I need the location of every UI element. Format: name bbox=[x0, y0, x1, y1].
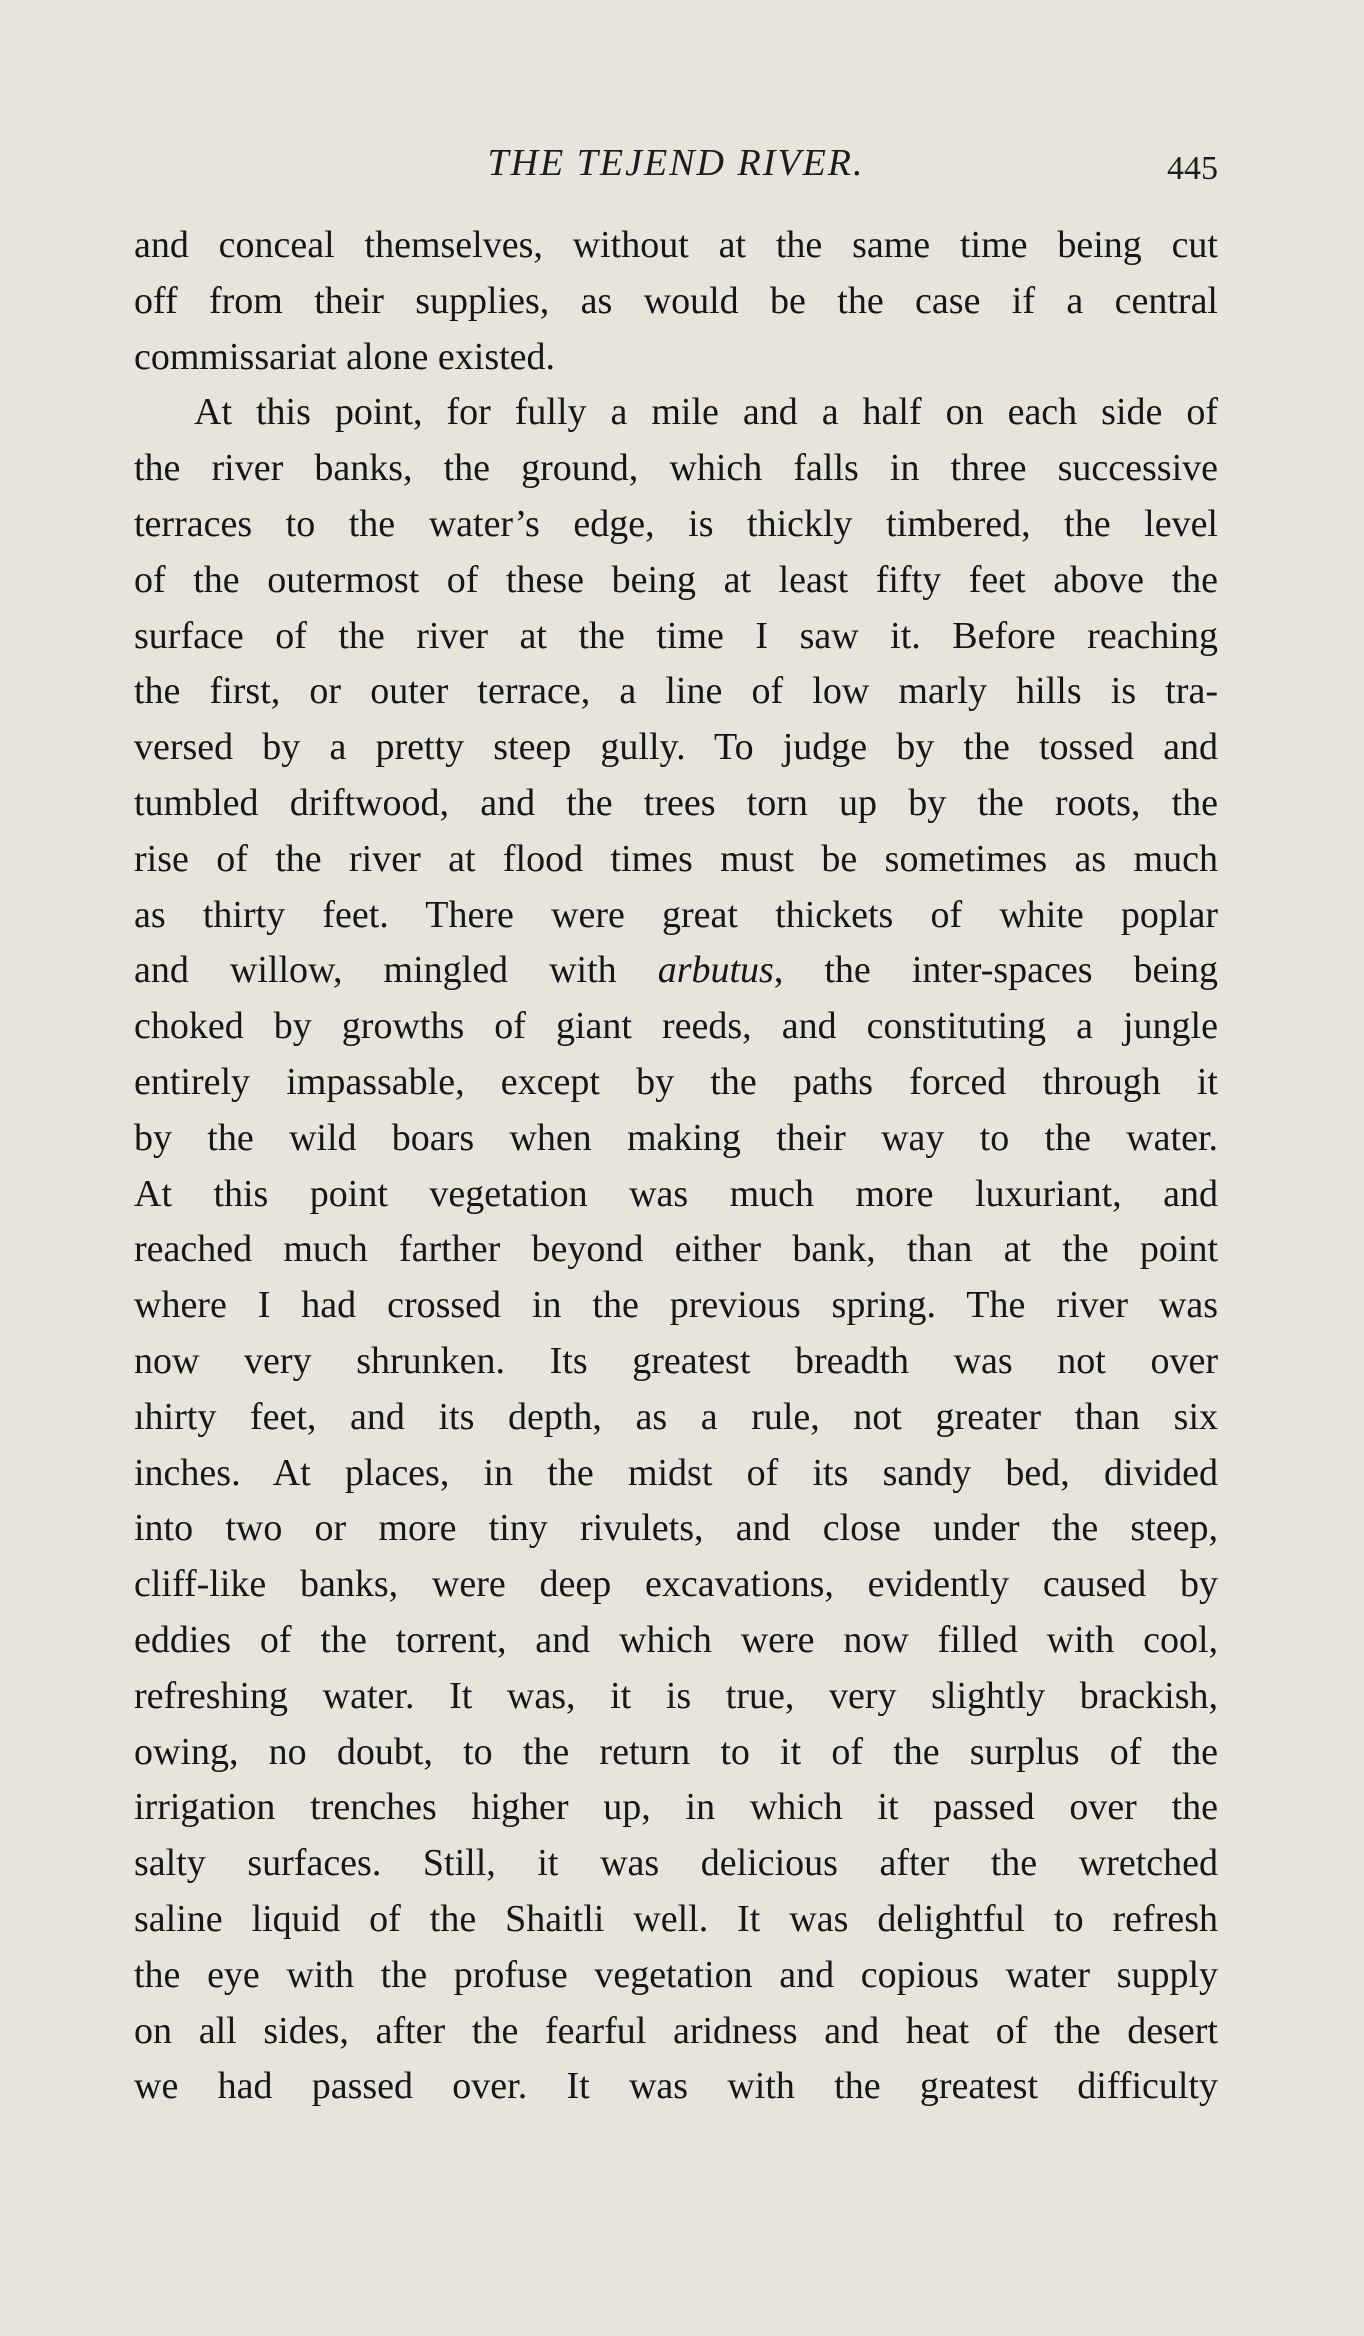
italic-term: arbutus bbox=[657, 949, 774, 992]
page-header bbox=[134, 138, 1218, 188]
text-line: terraces to the water’s edge, is thickly timbered, the level bbox=[134, 502, 1218, 545]
text-line: choked by growths of giant reeds, and constituting a jungle bbox=[134, 1005, 1218, 1048]
text-line: At this point, for fully a mile and a half on each side of bbox=[194, 391, 1218, 434]
text-line: rise of the river at flood times must be sometimes as much bbox=[134, 837, 1218, 880]
text-line: off from their supplies, as would be the case if a central bbox=[134, 279, 1218, 322]
text-line: ıhirty feet, and its depth, as a rule, not greater than six bbox=[134, 1395, 1218, 1438]
text-line: of the outermost of these being at least fifty feet above the bbox=[134, 558, 1218, 601]
text-line: we had passed over. It was with the greatest difficulty bbox=[134, 2065, 1218, 2108]
text-line: and conceal themselves, without at the same time being cut bbox=[134, 224, 1218, 266]
text-line: the first, or outer terrace, a line of low marly hills is tra- bbox=[134, 670, 1218, 713]
text-line: inches. At places, in the midst of its sandy bed, divided bbox=[134, 1451, 1218, 1494]
text-line: At this point vegetation was much more luxuriant, and bbox=[134, 1172, 1218, 1215]
text-line: owing, no doubt, to the return to it of the surplus of the bbox=[134, 1730, 1218, 1773]
text-line: commissariat alone existed. bbox=[134, 335, 556, 378]
page-number: 445 bbox=[1167, 150, 1218, 187]
text-line: surface of the river at the time I saw it. Before reaching bbox=[134, 614, 1218, 657]
text-line: now very shrunken. Its greatest breadth was not over bbox=[134, 1339, 1218, 1382]
text-line: eddies of the torrent, and which were now filled with cool, bbox=[134, 1618, 1218, 1661]
text-line: refreshing water. It was, it is true, very slightly brackish, bbox=[134, 1674, 1218, 1717]
text-line: versed by a pretty steep gully. To judge by the tossed and bbox=[134, 726, 1218, 769]
text-line: on all sides, after the fearful aridness and heat of the desert bbox=[134, 2009, 1218, 2052]
text-line: where I had crossed in the previous spring. The river was bbox=[134, 1284, 1218, 1327]
text-line: by the wild boars when making their way to the water. bbox=[134, 1116, 1218, 1159]
text-line: reached much farther beyond either bank, than at the point bbox=[134, 1228, 1218, 1271]
text-line: tumbled driftwood, and the trees torn up by the roots, the bbox=[134, 781, 1218, 824]
text-line: the eye with the profuse vegetation and copious water supply bbox=[134, 1953, 1218, 1996]
text-line: irrigation trenches higher up, in which it passed over the bbox=[134, 1786, 1218, 1829]
text-line: as thirty feet. There were great thickets of white poplar bbox=[134, 893, 1218, 936]
text-line: and willow, mingled with arbutus, the inter-spaces being bbox=[134, 949, 1218, 992]
running-title: THE TEJEND RIVER. bbox=[487, 142, 865, 184]
body-text bbox=[134, 218, 1218, 2115]
text-line: cliff-like banks, were deep excavations, evidently caused by bbox=[134, 1563, 1218, 1606]
text-line: into two or more tiny rivulets, and close under the steep, bbox=[134, 1507, 1218, 1550]
text-line: salty surfaces. Still, it was delicious after the wretched bbox=[134, 1842, 1218, 1885]
text-line: the river banks, the ground, which falls in three successive bbox=[134, 447, 1218, 490]
text-line: entirely impassable, except by the paths forced through it bbox=[134, 1060, 1218, 1103]
text-line: saline liquid of the Shaitli well. It was delightful to refresh bbox=[134, 1897, 1218, 1940]
